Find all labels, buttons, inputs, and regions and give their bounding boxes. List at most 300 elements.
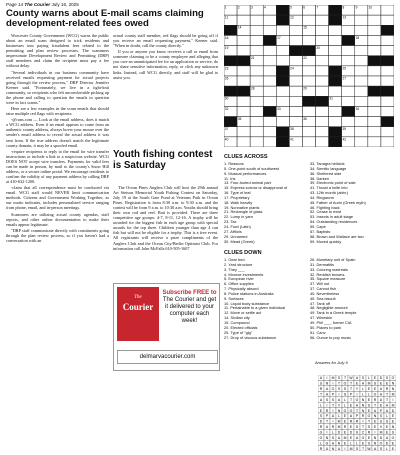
courier-logo xyxy=(117,287,159,341)
answer-letter: E xyxy=(379,403,383,408)
crossword-cell[interactable] xyxy=(289,76,302,86)
clue-item: 9. Musical performances xyxy=(224,170,267,176)
crossword-cell[interactable] xyxy=(368,127,381,137)
answer-letter: T xyxy=(331,403,335,408)
clue-item: 16. Type of leaf xyxy=(224,190,251,196)
answer-letter: E xyxy=(355,381,359,386)
answer-letter: T xyxy=(349,381,353,386)
crossword-cell[interactable] xyxy=(263,96,276,106)
answer-letter: A xyxy=(331,441,335,446)
answer-letter: O xyxy=(343,381,347,386)
crossword-cell[interactable] xyxy=(263,25,276,35)
answer-letter: I xyxy=(332,408,334,413)
crossword-cell[interactable] xyxy=(250,96,263,106)
answer-letter: E xyxy=(385,425,389,430)
answer-letter: S xyxy=(385,419,389,424)
crossword-cell[interactable] xyxy=(355,66,368,76)
page-number: Page 14 xyxy=(6,2,24,7)
cell-number: 28 xyxy=(250,86,255,91)
answer-letter: A xyxy=(337,397,341,402)
answer-letter: E xyxy=(343,419,347,424)
crossword-cell[interactable] xyxy=(381,106,394,116)
crossword-cell[interactable] xyxy=(381,5,394,15)
crossword-cell[interactable] xyxy=(316,35,329,45)
crossword-cell[interactable] xyxy=(250,15,263,25)
crossword-cell[interactable] xyxy=(276,117,289,127)
answer-letter: A xyxy=(325,387,329,392)
clue-item: 27. Afflicts xyxy=(224,228,242,234)
clue-item: 46. Fighting back xyxy=(310,204,340,210)
crossword-cell[interactable] xyxy=(289,86,302,96)
answer-letter: D xyxy=(391,408,395,413)
crossword-cell[interactable] xyxy=(316,106,329,116)
answer-letter: A xyxy=(325,392,329,397)
crossword-cell[interactable] xyxy=(250,106,263,116)
logo-the: The xyxy=(134,295,142,300)
crossword-cell[interactable] xyxy=(237,15,250,25)
clue-item: 15. Express sorrow or disapproval of xyxy=(224,185,288,191)
answer-letter: O xyxy=(373,392,377,397)
clue-item: 14. Sicilian city xyxy=(224,315,250,321)
crossword-cell[interactable] xyxy=(316,127,329,137)
crossword-cell[interactable] xyxy=(250,25,263,35)
crossword-block xyxy=(224,117,237,127)
answer-letter: E xyxy=(391,446,395,451)
crossword-cell[interactable] xyxy=(302,106,315,116)
crossword-cell[interactable] xyxy=(368,117,381,127)
clue-item: 43. 12th month (abbr.) xyxy=(310,190,349,196)
crossword-cell[interactable] xyxy=(368,76,381,86)
answer-letter: L xyxy=(344,403,346,408)
cell-number: 22 xyxy=(303,56,307,61)
crossword-cell[interactable] xyxy=(237,96,250,106)
crossword-cell[interactable] xyxy=(302,15,315,25)
answer-letter: I xyxy=(326,403,328,408)
answer-letter: M xyxy=(337,419,341,424)
answer-letter: N xyxy=(331,446,335,451)
answer-letter: U xyxy=(379,397,383,402)
crossword-cell[interactable] xyxy=(276,46,289,56)
answer-letter: L xyxy=(386,446,388,451)
crossword-cell[interactable] xyxy=(381,15,394,25)
crossword-cell[interactable] xyxy=(316,76,329,86)
crossword-cell[interactable] xyxy=(381,46,394,56)
crossword-cell[interactable] xyxy=(342,25,355,35)
answer-letter: O xyxy=(379,441,383,446)
crossword-cell[interactable] xyxy=(263,56,276,66)
answer-letter: T xyxy=(325,419,329,424)
clue-item: 31. Dermatitis xyxy=(310,261,334,267)
crossword-cell[interactable] xyxy=(355,15,368,25)
crossword-block xyxy=(237,86,250,96)
crossword-block xyxy=(237,56,250,66)
crossword-block xyxy=(224,86,237,96)
answer-letter: P xyxy=(331,392,335,397)
clue-item: 1. Reasons xyxy=(224,161,244,166)
clue-item: 12. Move or settle act xyxy=(224,310,262,316)
crossword-cell[interactable] xyxy=(237,106,250,116)
cell-number: 38 xyxy=(290,127,294,132)
answer-letter: N xyxy=(361,397,365,402)
answer-letter: R xyxy=(319,387,323,392)
answer-letter: E xyxy=(367,387,371,392)
crossword-cell[interactable] xyxy=(316,86,329,96)
crossword-cell[interactable] xyxy=(368,106,381,116)
clue-item: 20. Elected officials xyxy=(224,324,258,330)
crossword-block xyxy=(381,86,394,96)
answer-letter: S xyxy=(331,397,335,402)
clue-item: 5. European river xyxy=(224,276,254,282)
cell-number: 18 xyxy=(355,35,360,40)
crossword-cell[interactable] xyxy=(250,76,263,86)
cell-number: 40 xyxy=(224,137,229,142)
crossword-block xyxy=(316,96,329,106)
answer-letter: N xyxy=(361,408,365,413)
crossword-cell[interactable] xyxy=(329,25,342,35)
crossword-cell[interactable] xyxy=(237,35,250,45)
clue-item: 6. Office supplies xyxy=(224,281,254,287)
crossword-cell[interactable] xyxy=(381,96,394,106)
answer-letter: L xyxy=(350,441,352,446)
answer-letter: A xyxy=(331,414,335,419)
ad-line-1: Subscribe FREE to xyxy=(162,290,217,296)
answer-letter: O xyxy=(355,397,359,402)
clue-item: 36. Sheltered side xyxy=(310,170,342,176)
crossword-block xyxy=(329,137,342,147)
clue-item: 40. Nevertheless xyxy=(310,290,340,296)
crossword-cell[interactable] xyxy=(302,127,315,137)
crossword-block xyxy=(329,15,342,25)
clue-item: 39. Electronic point of sale xyxy=(310,180,356,186)
crossword-cell[interactable] xyxy=(289,25,302,35)
answer-letter: T xyxy=(349,387,353,392)
paragraph: -@runs.com — Look at the email address, does it match a WCG address. Even if an email appears to come from an authentic county address, always hover your mouse over the sender's email address to reveal the actual address it was sent from. If the true address doesn't match the legitimate county domain, it may be a spoofed email. xyxy=(6,117,109,148)
clue-item: 25. Type of "gig" xyxy=(224,329,253,335)
crossword-cell[interactable] xyxy=(342,46,355,56)
crossword-cell[interactable] xyxy=(289,117,302,127)
answer-letter: A xyxy=(361,381,365,386)
crossword-block xyxy=(276,137,289,147)
crossword-cell[interactable] xyxy=(316,66,329,76)
answer-letter: N xyxy=(325,435,329,440)
answer-letter: A xyxy=(355,435,359,440)
cell-number: 14 xyxy=(237,25,242,30)
clue-item: 52. Cease to exist xyxy=(310,209,342,215)
crossword-cell[interactable] xyxy=(381,76,394,86)
crossword-cell[interactable] xyxy=(302,35,315,45)
crossword-block xyxy=(263,35,276,45)
crossword-cell[interactable] xyxy=(289,35,302,45)
cell-number: 36 xyxy=(303,116,307,121)
crossword-block xyxy=(276,127,289,137)
crossword-cell[interactable] xyxy=(368,96,381,106)
ad-url-link[interactable]: delmarvacourier.com xyxy=(117,350,218,364)
answer-letter: C xyxy=(361,430,365,435)
crossword-cell[interactable] xyxy=(355,46,368,56)
answer-letter: T xyxy=(361,446,365,451)
crossword-cell[interactable] xyxy=(263,127,276,137)
paragraph: Worcester County Government (WCG) warns the public about an email scam designed to trick residents and businesses into paying fraudulent fees related to the permitting and plan review processes. The scammers impersonate Development Review and Permitting (DRP) staff members and claim the recipient must pay a fee without delay. xyxy=(6,33,109,69)
clue-item: 15. Compound xyxy=(224,319,250,325)
clue-item: 56. Ounce to pop music xyxy=(310,334,352,340)
answer-letter: G xyxy=(361,435,365,440)
crossword-cell[interactable] xyxy=(368,15,381,25)
crossword-cell[interactable] xyxy=(263,86,276,96)
crossword-cell[interactable] xyxy=(316,56,329,66)
clue-item: 13. Four-footed animal part xyxy=(224,180,271,186)
answer-letter: O xyxy=(367,414,371,419)
answer-letter: E xyxy=(373,419,377,424)
answer-letter: P xyxy=(349,392,353,397)
crossword-cell[interactable] xyxy=(368,137,381,147)
crossword-cell[interactable] xyxy=(355,117,368,127)
clue-item: 21. Rectangle of glass xyxy=(224,209,263,215)
crossword-cell[interactable] xyxy=(329,117,342,127)
crossword-cell[interactable] xyxy=(368,35,381,45)
clue-item: 45. Sea biscuit xyxy=(310,295,336,301)
cell-number: 27 xyxy=(342,76,347,81)
answer-letter: U xyxy=(319,381,323,386)
clue-item: 32. Reddish browns xyxy=(310,271,345,277)
crossword-cell[interactable] xyxy=(329,46,342,56)
clue-item: 18. Walk heavily xyxy=(224,199,253,205)
answer-letter: G xyxy=(343,408,347,413)
clue-item: 47. Wineskin xyxy=(310,315,333,321)
cell-number: 4 xyxy=(264,5,266,10)
answer-letter: A xyxy=(385,403,389,408)
cell-number: 13 xyxy=(342,15,347,20)
crossword-cell[interactable] xyxy=(381,137,394,147)
crossword-cell[interactable] xyxy=(342,117,355,127)
clue-item: 49. Tank in a Greek temple xyxy=(310,310,357,316)
answer-letter: R xyxy=(319,446,323,451)
clue-item: 48. Negligible amount xyxy=(310,305,348,311)
answer-letter: D xyxy=(319,419,323,424)
answer-letter: O xyxy=(391,435,395,440)
answer-letter: E xyxy=(367,397,371,402)
crossword-cell[interactable] xyxy=(263,76,276,86)
crossword-block xyxy=(276,76,289,86)
answer-letter: S xyxy=(367,441,371,446)
crossword-block xyxy=(276,66,289,76)
crossword-cell[interactable] xyxy=(276,25,289,35)
crossword-cell[interactable] xyxy=(263,137,276,147)
crossword-cell[interactable] xyxy=(276,96,289,106)
crossword-cell[interactable] xyxy=(250,46,263,56)
clue-item: 19. Nonnative plants xyxy=(224,204,260,210)
cell-number: 24 xyxy=(290,66,294,71)
clues-down-col1 xyxy=(224,258,308,340)
crossword-cell[interactable] xyxy=(368,25,381,35)
answer-letter: N xyxy=(337,441,341,446)
answer-letter: E xyxy=(367,435,371,440)
answer-letter: Y xyxy=(355,387,359,392)
cell-number: 20 xyxy=(316,45,320,50)
answer-letter: S xyxy=(319,414,323,419)
crossword-cell[interactable] xyxy=(381,35,394,45)
cell-number: 16 xyxy=(224,35,229,40)
crossword-cell[interactable] xyxy=(276,86,289,96)
crossword-block xyxy=(329,76,342,86)
crossword-cell[interactable] xyxy=(381,127,394,137)
answer-letter: M xyxy=(379,430,383,435)
crossword-cell[interactable] xyxy=(355,127,368,137)
paragraph: -require recipients to reply to the email for wire transfer instructions or include a link to a suspicious website. WCG DOES NOT accept wire transfers. Payments for valid fees can be made in person, by mail to the county's Snow Hill address, or a secure online portal. We encourage residents to confirm the validity of any payment address by calling DRP at 410-632-1200. xyxy=(6,148,109,185)
cell-number: 41 xyxy=(290,137,294,142)
crossword-cell[interactable] xyxy=(237,137,250,147)
answer-letter: E xyxy=(349,425,353,430)
crossword-cell[interactable] xyxy=(302,137,315,147)
clue-item: 23. Tax xyxy=(224,219,237,225)
crossword-cell[interactable] xyxy=(237,46,250,56)
answer-letter: S xyxy=(355,430,359,435)
crossword-cell[interactable] xyxy=(329,106,342,116)
crossword-cell[interactable] xyxy=(316,25,329,35)
crossword-cell[interactable] xyxy=(381,66,394,76)
crossword-cell[interactable] xyxy=(263,46,276,56)
crossword-cell[interactable] xyxy=(250,66,263,76)
answer-letter: A xyxy=(319,397,323,402)
subscription-ad[interactable] xyxy=(113,283,220,371)
crossword-cell[interactable] xyxy=(289,56,302,66)
answer-letter: A xyxy=(337,435,341,440)
crossword-cell[interactable] xyxy=(329,56,342,66)
answer-letter: E xyxy=(343,430,347,435)
clue-item: 47. Tank off xyxy=(310,300,330,306)
cell-number: 6 xyxy=(303,5,306,10)
crossword-cell[interactable] xyxy=(237,66,250,76)
clue-item: 11. Pertainable to a given individual xyxy=(224,305,286,311)
crossword-cell[interactable] xyxy=(250,35,263,45)
crossword-cell[interactable] xyxy=(342,56,355,66)
issue-date: July 16, 2025 xyxy=(51,2,79,7)
crossword-block xyxy=(381,25,394,35)
answer-letter: M xyxy=(391,403,395,408)
answer-letter: T xyxy=(355,408,359,413)
clue-item: 53. Insects in adult stage xyxy=(310,214,354,220)
answer-letter: A xyxy=(373,446,377,451)
clue-item: 59. Moved quickly xyxy=(310,238,342,244)
crossword-cell[interactable] xyxy=(302,66,315,76)
clue-item: 33. Tanagra helicids xyxy=(310,161,345,166)
answer-letter: S xyxy=(367,425,371,430)
crossword-cell[interactable] xyxy=(368,46,381,56)
clue-item: 1. Gear bed xyxy=(224,257,245,262)
answer-letter: E xyxy=(319,408,323,413)
clue-item: 2. Yard structure xyxy=(224,261,253,267)
crossword-block xyxy=(381,56,394,66)
answer-letter: S xyxy=(379,446,383,451)
crossword-grid[interactable] xyxy=(224,5,394,147)
crossword-cell[interactable] xyxy=(316,137,329,147)
answer-letter: R xyxy=(325,408,329,413)
cell-number: 12 xyxy=(290,15,294,20)
crossword-cell[interactable] xyxy=(342,96,355,106)
crossword-cell[interactable] xyxy=(263,15,276,25)
answer-letter: V xyxy=(379,425,383,430)
answer-letter: A xyxy=(319,376,323,381)
crossword-cell[interactable] xyxy=(263,117,276,127)
crossword-cell[interactable] xyxy=(263,66,276,76)
answer-letter: T xyxy=(385,392,389,397)
crossword-cell[interactable] xyxy=(302,76,315,86)
crossword-cell[interactable] xyxy=(329,35,342,45)
answer-letter: D xyxy=(379,435,383,440)
clue-item: 33. Coloring materials xyxy=(310,266,348,272)
crossword-cell[interactable] xyxy=(289,106,302,116)
crossword-cell[interactable] xyxy=(355,137,368,147)
crossword-cell[interactable] xyxy=(250,117,263,127)
answer-letter: O xyxy=(391,376,395,381)
clue-item: 54. Outstanding residences xyxy=(310,219,358,225)
crossword-cell[interactable] xyxy=(355,86,368,96)
cell-number: 42 xyxy=(342,137,347,142)
clue-item: 9. Surfaces xyxy=(224,295,244,301)
crossword-cell[interactable] xyxy=(250,137,263,147)
answer-letter: I xyxy=(332,381,334,386)
answer-letter: P xyxy=(325,414,329,419)
answer-letter: R xyxy=(367,430,371,435)
crossword-cell[interactable] xyxy=(237,76,250,86)
clue-item: 17. Proprietary xyxy=(224,194,250,200)
answer-letter: T xyxy=(373,403,377,408)
answer-letter: E xyxy=(391,419,395,424)
answer-letter: N xyxy=(391,387,395,392)
answer-letter: R xyxy=(343,425,347,430)
answer-letter: E xyxy=(391,414,395,419)
clue-item: 51. Canv xyxy=(310,329,326,335)
crossword-cell[interactable] xyxy=(250,127,263,137)
crossword-cell[interactable] xyxy=(329,86,342,96)
answer-letter: E xyxy=(385,381,389,386)
cell-number: 31 xyxy=(329,96,333,101)
crossword-cell[interactable] xyxy=(355,76,368,86)
answer-letter: M xyxy=(349,446,353,451)
answer-letter: A xyxy=(385,408,389,413)
answer-letter: M xyxy=(391,392,395,397)
crossword-cell[interactable] xyxy=(355,25,368,35)
crossword-cell[interactable] xyxy=(289,96,302,106)
answer-letter: S xyxy=(325,397,329,402)
answer-letter: T xyxy=(367,419,371,424)
crossword-block xyxy=(276,5,289,15)
crossword-cell[interactable] xyxy=(368,66,381,76)
answer-letter: L xyxy=(356,441,358,446)
cell-number: 33 xyxy=(277,106,281,111)
answer-letter: E xyxy=(343,441,347,446)
answer-letter: R xyxy=(319,425,323,430)
crossword-cell[interactable] xyxy=(316,15,329,25)
answer-letter: L xyxy=(368,392,370,397)
answer-letter: I xyxy=(326,376,328,381)
cell-number: 23 xyxy=(224,66,229,71)
crossword-cell[interactable] xyxy=(237,127,250,137)
crossword-cell[interactable] xyxy=(355,56,368,66)
crossword-cell[interactable] xyxy=(342,86,355,96)
article-column-1 xyxy=(6,33,109,244)
crossword-cell[interactable] xyxy=(355,96,368,106)
cell-number: 2 xyxy=(237,5,240,10)
clues-across-title: CLUES ACROSS xyxy=(224,154,268,160)
answer-letter: I xyxy=(344,446,346,451)
answer-letter: O xyxy=(331,387,335,392)
answer-letter: E xyxy=(391,441,395,446)
crossword-cell[interactable] xyxy=(316,117,329,127)
answer-letter: I xyxy=(326,430,328,435)
crossword-cell[interactable] xyxy=(276,56,289,66)
cell-number: 9 xyxy=(355,5,358,10)
clue-item: 10. Liquid body substance xyxy=(224,300,270,306)
